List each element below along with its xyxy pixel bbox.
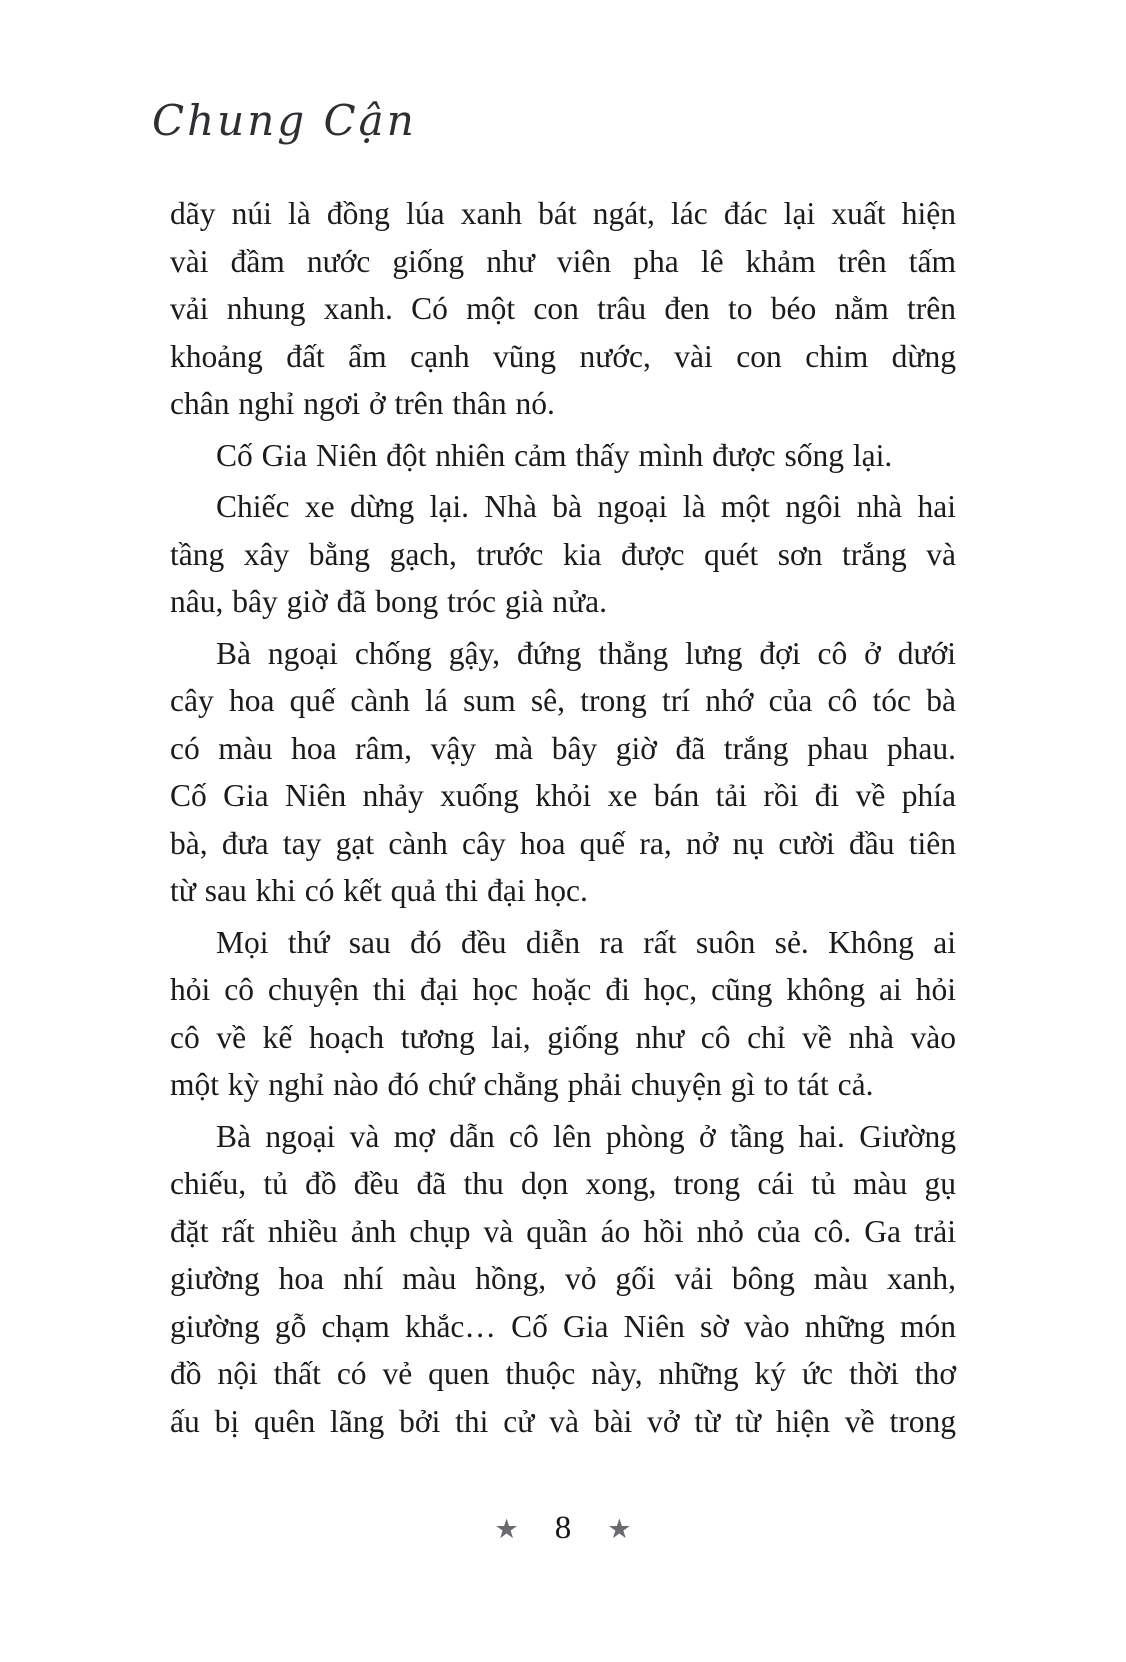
- text-line: có màu hoa râm, vậy mà bây giờ đã trắng phau phau.: [170, 730, 956, 766]
- text-line: chiếu, tủ đồ đều đã thu dọn xong, trong cái tủ màu gụ: [170, 1166, 956, 1201]
- text-line: giường hoa nhí màu hồng, vỏ gối vải bông màu xanh,: [170, 1261, 956, 1296]
- text-line: vải nhung xanh. Có một con trâu đen to béo nằm trên: [170, 291, 956, 326]
- text-line: Bà ngoại chống gậy, đứng thẳng lưng đợi cô ở dưới: [216, 635, 956, 671]
- text-line: ấu bị quên lãng bởi thi cử và bài vở từ từ hiện về trong: [170, 1403, 956, 1439]
- body-text: [170, 190, 956, 1445]
- text-line: hỏi cô chuyện thi đại học hoặc đi học, cũng không ai hỏi: [170, 972, 956, 1007]
- text-line: bà, đưa tay gạt cành cây hoa quế ra, nở nụ cười đầu tiên: [170, 825, 956, 861]
- page-number: 8: [554, 1510, 572, 1546]
- text-line: từ sau khi có kết quả thi đại học.: [170, 873, 588, 908]
- paragraph: [170, 432, 956, 480]
- text-line: Chiếc xe dừng lại. Nhà bà ngoại là một ngôi nhà hai: [216, 489, 956, 524]
- page-footer: [0, 1512, 1126, 1545]
- paragraph: [170, 919, 956, 1109]
- text-line: giường gỗ chạm khắc… Cố Gia Niên sờ vào những món: [170, 1308, 956, 1344]
- text-line: Bà ngoại và mợ dẫn cô lên phòng ở tầng hai. Giường: [216, 1118, 956, 1154]
- text-line: Cố Gia Niên đột nhiên cảm thấy mình được sống lại.: [216, 437, 893, 473]
- text-line: khoảng đất ẩm cạnh vũng nước, vài con chim dừng: [170, 338, 956, 374]
- running-header-title: Chung Cận: [152, 96, 417, 145]
- star-icon-left: ★: [494, 1514, 519, 1544]
- text-line: một kỳ nghỉ nào đó chứ chẳng phải chuyện gì to tát cả.: [170, 1067, 874, 1102]
- text-line: nâu, bây giờ đã bong tróc già nửa.: [170, 584, 607, 619]
- text-line: tầng xây bằng gạch, trước kia được quét sơn trắng và: [170, 536, 956, 572]
- paragraph: [170, 1113, 956, 1446]
- text-line: đặt rất nhiều ảnh chụp và quần áo hồi nhỏ của cô. Ga trải: [170, 1213, 956, 1249]
- text-line: Cố Gia Niên nhảy xuống khỏi xe bán tải rồi đi về phía: [170, 778, 956, 813]
- text-line: chân nghỉ ngơi ở trên thân nó.: [170, 386, 555, 421]
- text-line: cây hoa quế cành lá sum sê, trong trí nhớ của cô tóc bà: [170, 683, 956, 718]
- paragraph: [170, 483, 956, 626]
- paragraph: [170, 190, 956, 428]
- text-line: cô về kế hoạch tương lai, giống như cô chỉ về nhà vào: [170, 1019, 956, 1055]
- star-icon-right: ★: [607, 1514, 632, 1544]
- paragraph: [170, 630, 956, 915]
- text-line: đồ nội thất có vẻ quen thuộc này, những ký ức thời thơ: [170, 1356, 956, 1391]
- text-line: dãy núi là đồng lúa xanh bát ngát, lác đác lại xuất hiện: [170, 196, 956, 231]
- text-line: Mọi thứ sau đó đều diễn ra rất suôn sẻ. Không ai: [216, 924, 956, 960]
- text-line: vài đầm nước giống như viên pha lê khảm trên tấm: [170, 243, 956, 279]
